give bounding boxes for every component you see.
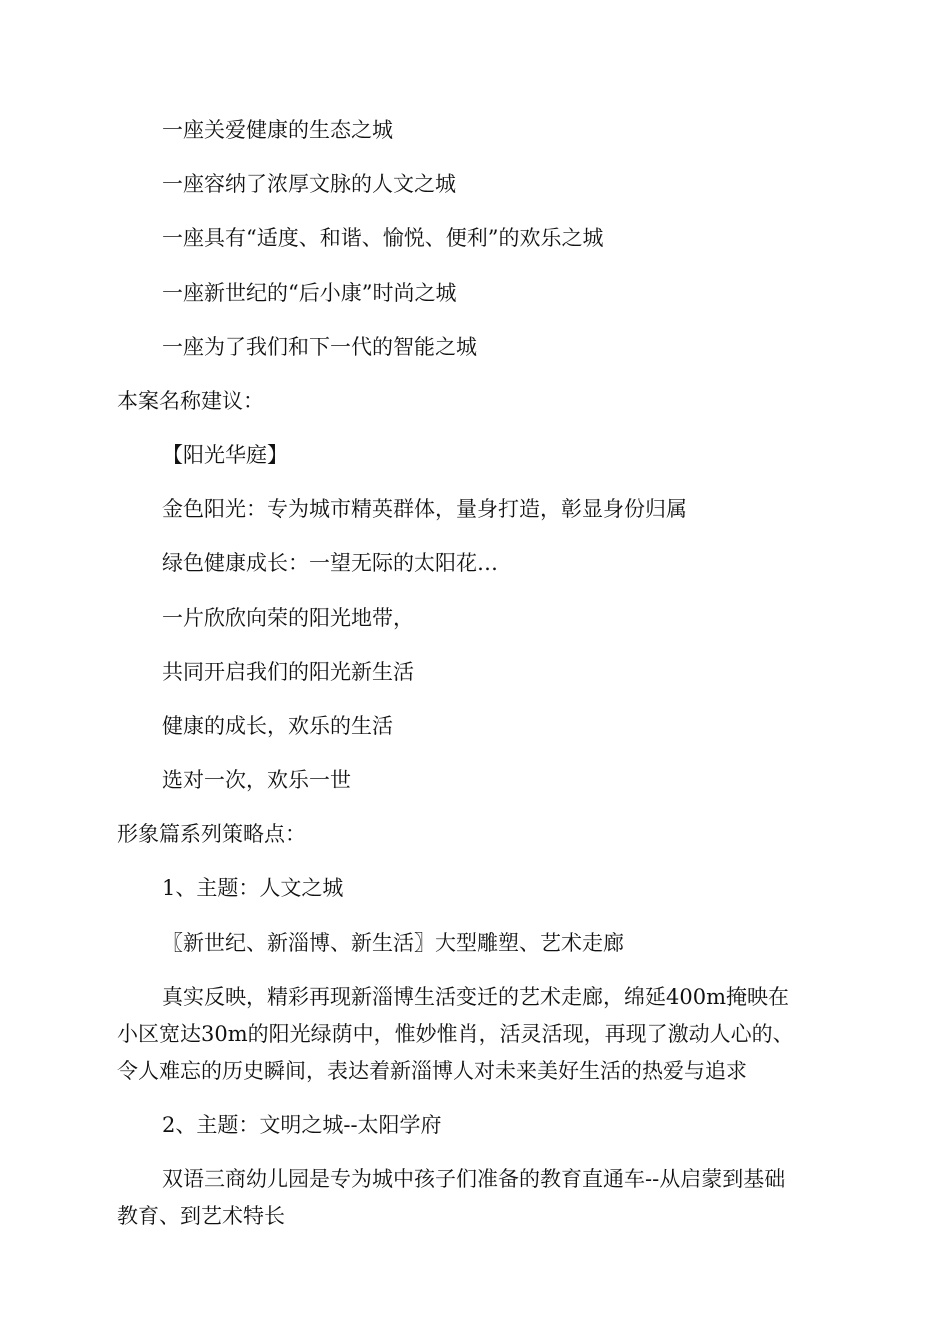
paragraph-line: 一片欣欣向荣的阳光地带， xyxy=(162,606,414,630)
paragraph-line: 小区宽达30m的阳光绿荫中，惟妙惟肖，活灵活现，再现了激动人心的、 xyxy=(117,1022,794,1046)
paragraph-line: 一座关爱健康的生态之城 xyxy=(162,118,393,142)
paragraph-line: 共同开启我们的阳光新生活 xyxy=(162,660,414,684)
project-name: 【阳光华庭】 xyxy=(162,443,288,467)
paragraph-line: 双语三商幼儿园是专为城中孩子们准备的教育直通车--从启蒙到基础 xyxy=(162,1167,786,1191)
paragraph-line: 选对一次，欢乐一世 xyxy=(162,768,351,792)
paragraph-line: 真实反映，精彩再现新淄博生活变迁的艺术走廊，绵延400m掩映在 xyxy=(162,985,789,1009)
subtopic-heading: 1、主题：人文之城 xyxy=(162,876,344,900)
paragraph-line: 一座新世纪的“后小康”时尚之城 xyxy=(162,281,457,305)
paragraph-line: 〖新世纪、新淄博、新生活〗大型雕塑、艺术走廊 xyxy=(162,931,624,955)
paragraph-line: 健康的成长，欢乐的生活 xyxy=(162,714,393,738)
paragraph-line: 金色阳光：专为城市精英群体，量身打造，彰显身份归属 xyxy=(162,497,687,521)
paragraph-line: 一座具有“适度、和谐、愉悦、便利”的欢乐之城 xyxy=(162,226,604,250)
paragraph-line: 绿色健康成长：一望无际的太阳花… xyxy=(162,551,498,575)
paragraph-line: 一座容纳了浓厚文脉的人文之城 xyxy=(162,172,456,196)
paragraph-line: 令人难忘的历史瞬间，表达着新淄博人对未来美好生活的热爱与追求 xyxy=(117,1059,747,1083)
subtopic-heading: 2、主题：文明之城--太阳学府 xyxy=(162,1113,442,1137)
section-heading: 本案名称建议： xyxy=(117,389,264,413)
paragraph-line: 一座为了我们和下一代的智能之城 xyxy=(162,335,477,359)
paragraph-line: 教育、到艺术特长 xyxy=(117,1204,285,1228)
section-heading: 形象篇系列策略点： xyxy=(117,822,306,846)
